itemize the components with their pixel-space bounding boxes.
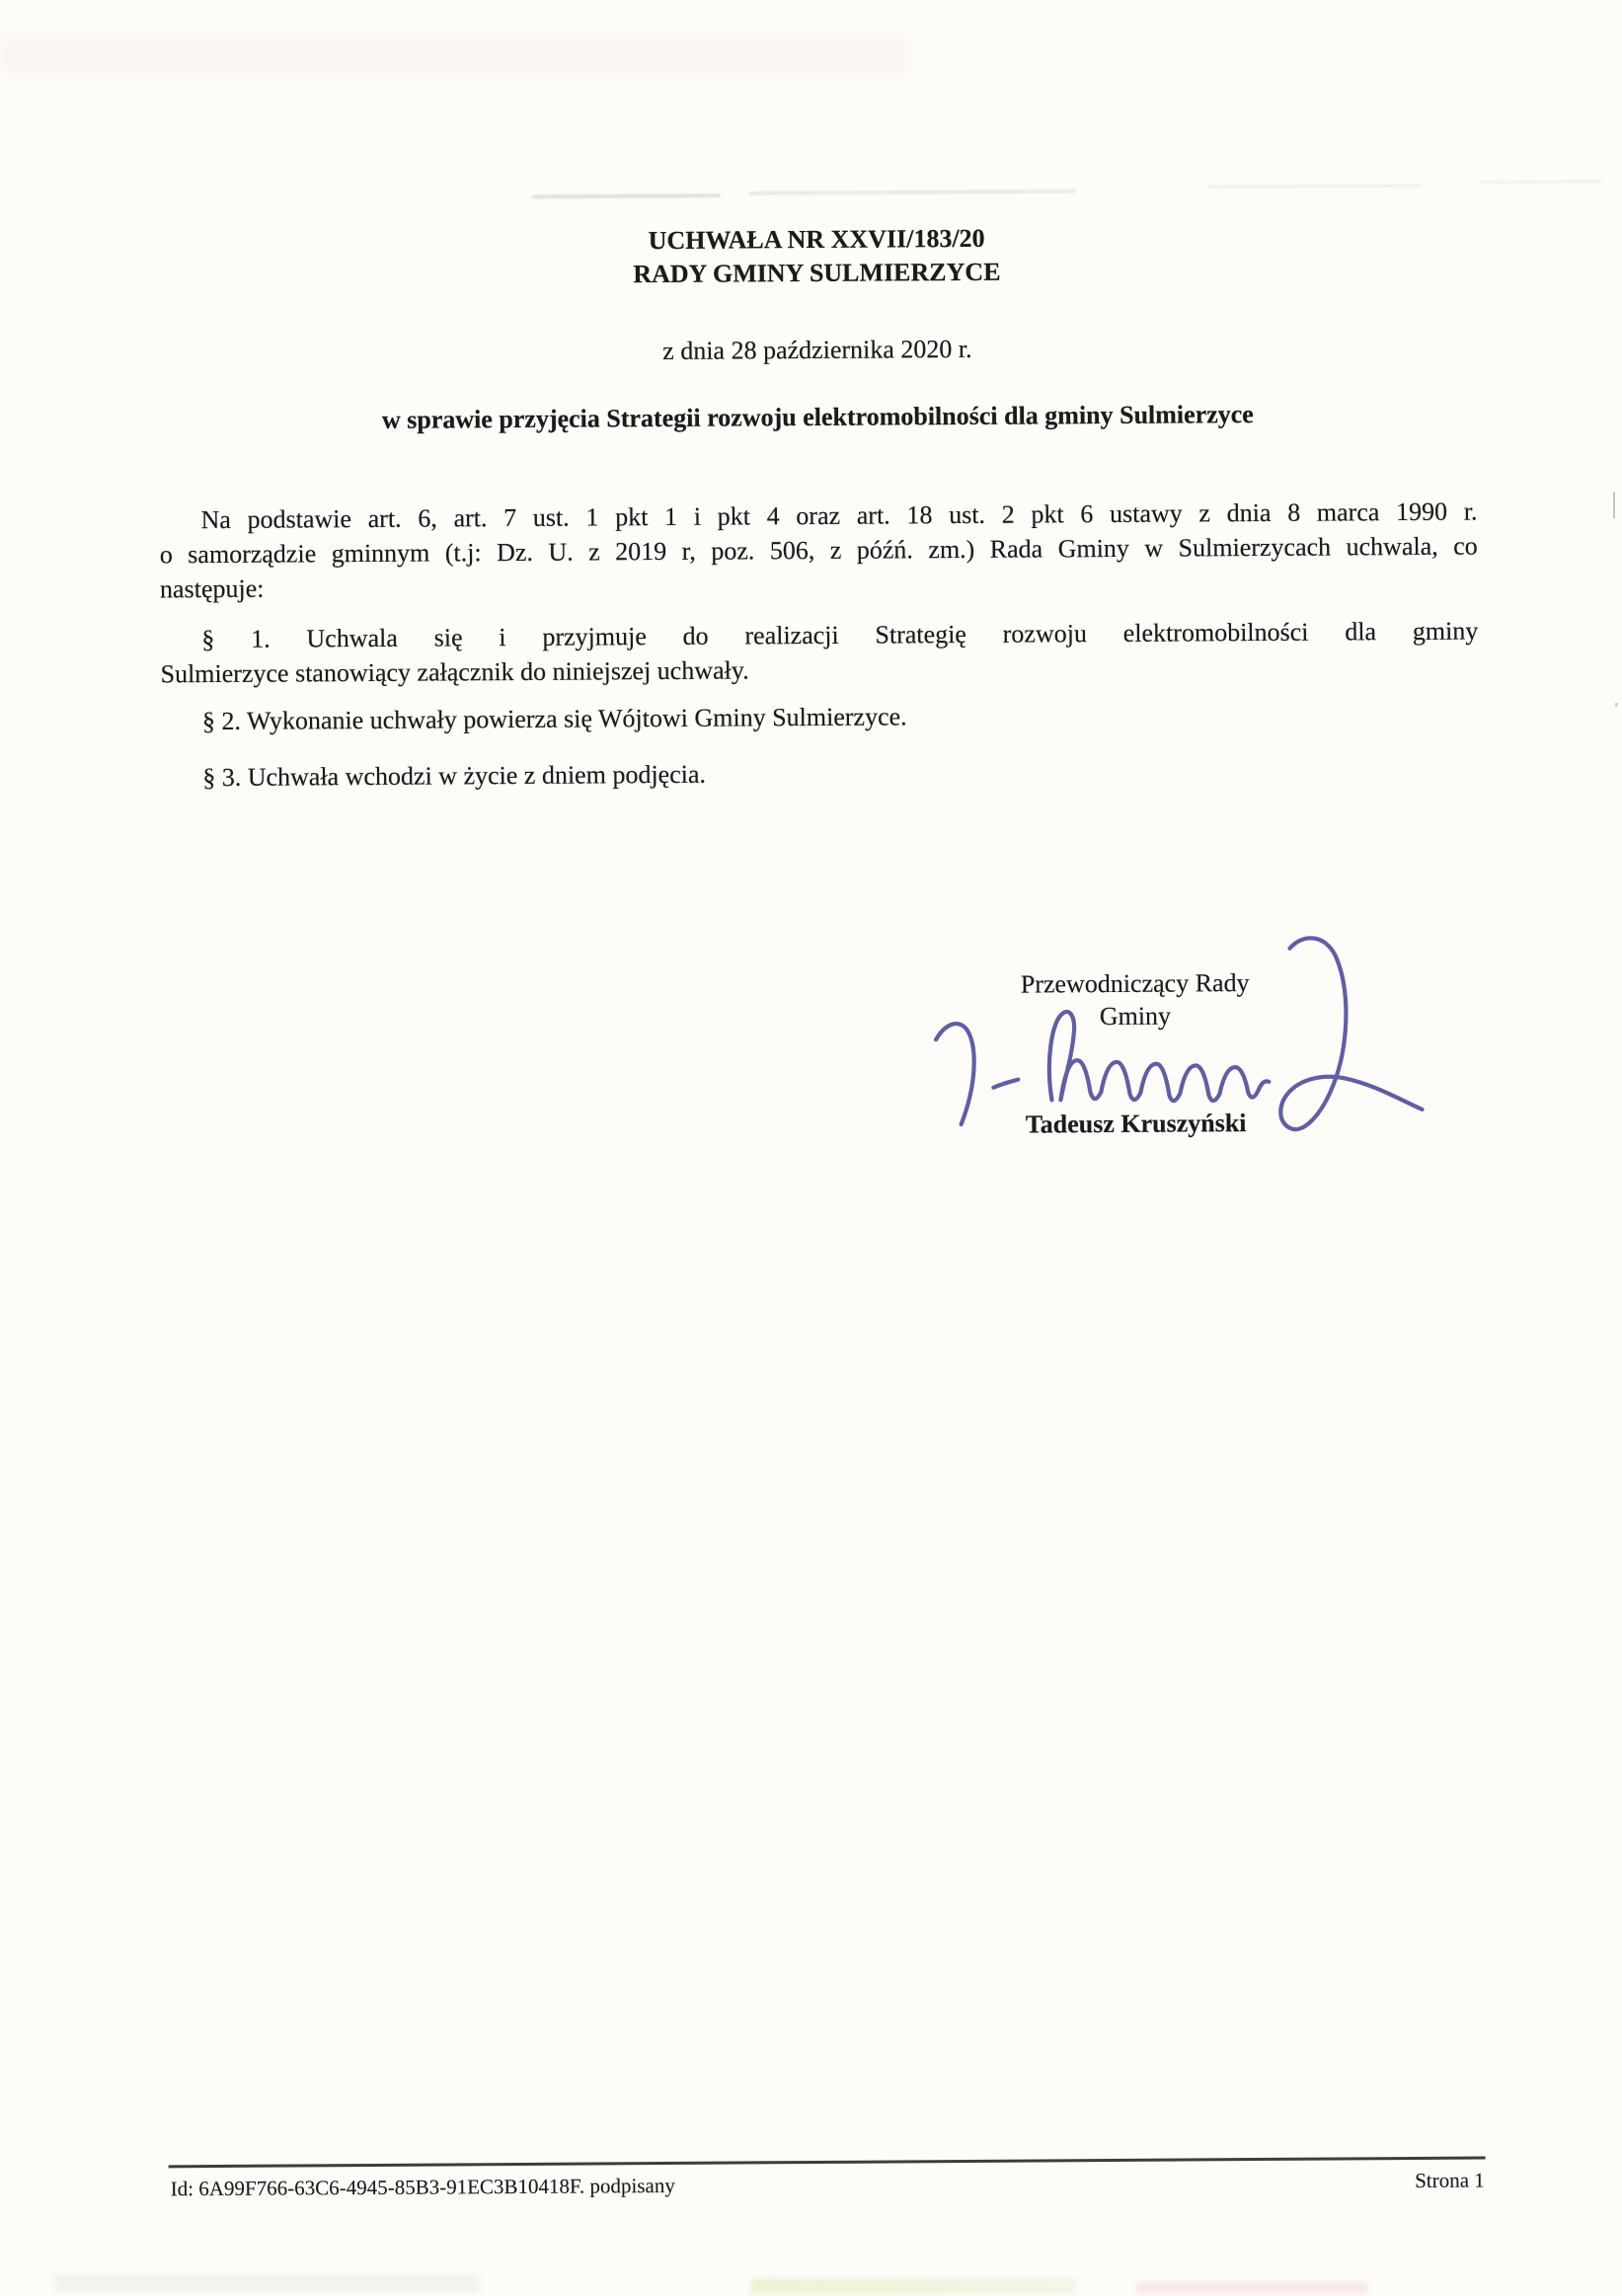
scan-artifact-top-smudge (532, 194, 720, 198)
section-3: § 3. Uchwała wchodzi w życie z dniem podjęcia. (202, 759, 707, 793)
scan-artifact-top-smudge (1480, 181, 1603, 184)
legal-basis-line-3: następuje: (159, 574, 265, 604)
resolution-number-line: UCHWAŁA NR XXVII/183/20 (648, 223, 985, 256)
signatory-role-line-2: Gminy (1099, 1001, 1172, 1032)
resolution-subject: w sprawie przyjęcia Strategii rozwoju elektromobilności dla gminy Sulmierzyce (381, 400, 1254, 434)
resolution-heading (158, 219, 1476, 295)
section-1-line-2: Sulmierzyce stanowiący załącznik do niniejszej uchwały. (160, 655, 749, 689)
section-1-line-1: § 1. Uchwala się i przyjmuje do realizacji Strategię rozwoju elektromobilności dla gminy (201, 616, 1479, 654)
scan-artifact-top-smudge (1208, 185, 1421, 188)
signatory-role-line-1: Przewodniczący Rady (1020, 968, 1250, 999)
section-2: § 2. Wykonanie uchwały powierza się Wójtowi Gminy Sulmierzyce. (201, 702, 907, 736)
resolution-date: z dnia 28 października 2020 r. (662, 334, 972, 365)
legal-basis-line-1: Na podstawie art. 6, art. 7 ust. 1 pkt 1 i pkt 4 oraz art. 18 ust. 2 pkt 6 ustawy z dnia 8 marca 1990 r. (200, 497, 1478, 535)
legal-basis-paragraph (159, 495, 1478, 607)
footer-rule (169, 2156, 1486, 2168)
footer-page-number: Strona 1 (1415, 2168, 1485, 2192)
signatory-name: Tadeusz Kruszyński (1025, 1109, 1247, 1139)
section-1 (160, 614, 1478, 692)
council-name-line: RADY GMINY SULMIERZYCE (633, 257, 1001, 289)
legal-basis-line-2: o samorządzie gminnym (t.j: Dz. U. z 2019 r, poz. 506, z późń. zm.) Rada Gminy w Sulmierzycach uchwala, co (159, 531, 1478, 570)
footer-document-id: Id: 6A99F766-63C6-4945-85B3-91EC3B10418F. podpisany (170, 2173, 675, 2201)
scan-artifact-top-smudge (749, 190, 1075, 194)
